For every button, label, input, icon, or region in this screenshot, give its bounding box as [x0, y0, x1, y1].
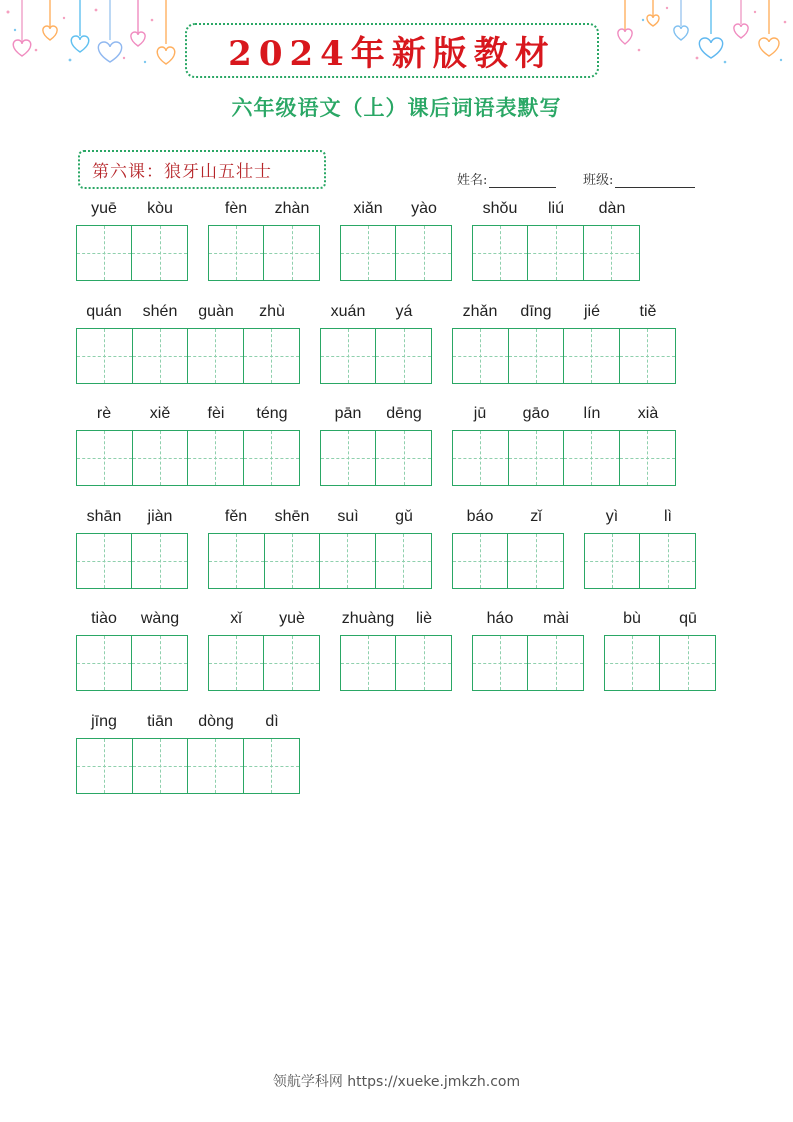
- writing-cell[interactable]: [453, 534, 508, 588]
- pinyin-label: fěn: [224, 507, 248, 525]
- writing-cell[interactable]: [133, 431, 189, 485]
- writing-grid[interactable]: [208, 635, 320, 691]
- writing-cell[interactable]: [264, 636, 319, 690]
- writing-cell[interactable]: [320, 534, 376, 588]
- word-row: [0, 610, 793, 700]
- word-row: [0, 200, 793, 290]
- writing-cell[interactable]: [509, 431, 565, 485]
- writing-cell[interactable]: [376, 431, 431, 485]
- word-row: [0, 405, 793, 495]
- page-subtitle: 六年级语文（上）课后词语表默写: [231, 96, 562, 120]
- pinyin-label: tiān: [147, 712, 173, 730]
- writing-cell[interactable]: [188, 431, 244, 485]
- banner-title: 2024年新版教材: [228, 34, 556, 74]
- pinyin-label: liè: [415, 610, 432, 627]
- pinyin-label: bù: [623, 610, 641, 627]
- writing-cell[interactable]: [620, 329, 676, 383]
- writing-cell[interactable]: [341, 636, 396, 690]
- pinyin-label: xiǎn: [353, 200, 383, 217]
- writing-cell[interactable]: [321, 431, 376, 485]
- pinyin-label: yá: [395, 302, 413, 320]
- writing-cell[interactable]: [77, 329, 133, 383]
- writing-cell[interactable]: [453, 329, 509, 383]
- writing-cell[interactable]: [620, 431, 676, 485]
- word-row: [0, 508, 793, 598]
- pinyin-label: shēn: [274, 507, 310, 525]
- writing-cell[interactable]: [188, 329, 244, 383]
- writing-cell[interactable]: [264, 226, 319, 280]
- pinyin-label: wàng: [140, 610, 180, 627]
- hanging-hearts-decoration-left: [0, 0, 180, 70]
- writing-cell[interactable]: [209, 226, 264, 280]
- writing-grid[interactable]: [472, 225, 640, 281]
- writing-grid[interactable]: [76, 328, 300, 384]
- word-row: [0, 713, 793, 803]
- footer-source: 领航学科网 https://xueke.jmkzh.com: [272, 1074, 521, 1090]
- word-row: [0, 303, 793, 393]
- writing-grid[interactable]: [320, 430, 432, 486]
- writing-cell[interactable]: [77, 636, 132, 690]
- writing-cell[interactable]: [473, 226, 528, 280]
- title-banner: [185, 23, 599, 78]
- hanging-hearts-decoration-right: [613, 0, 793, 70]
- pinyin-label: yuē: [91, 200, 117, 217]
- writing-cell[interactable]: [564, 431, 620, 485]
- writing-cell[interactable]: [321, 329, 376, 383]
- writing-cell[interactable]: [132, 226, 187, 280]
- pinyin-label: háo: [486, 610, 514, 627]
- pinyin-label: jū: [473, 405, 487, 422]
- writing-grid[interactable]: [320, 328, 432, 384]
- writing-cell[interactable]: [77, 226, 132, 280]
- writing-cell[interactable]: [265, 534, 321, 588]
- pinyin-label: dì: [265, 712, 279, 730]
- pinyin-label: zhàn: [274, 200, 310, 217]
- pinyin-label: téng: [256, 405, 288, 422]
- pinyin-label: zhuàng: [341, 610, 395, 627]
- writing-grid[interactable]: [208, 225, 320, 281]
- writing-cell[interactable]: [473, 636, 528, 690]
- pinyin-label: jié: [583, 302, 600, 320]
- writing-cell[interactable]: [188, 739, 244, 793]
- lesson-title: 第六课：狼牙山五壮士: [92, 162, 272, 182]
- pinyin-label: xǐ: [230, 610, 242, 627]
- pinyin-label: zhù: [259, 302, 285, 320]
- writing-cell[interactable]: [341, 226, 396, 280]
- pinyin-label: rè: [96, 405, 112, 422]
- writing-cell[interactable]: [660, 636, 715, 690]
- pinyin-label: gāo: [522, 405, 550, 422]
- writing-cell[interactable]: [132, 636, 187, 690]
- pinyin-label: dòng: [198, 712, 234, 730]
- pinyin-label: gǔ: [395, 507, 413, 525]
- pinyin-label: quán: [86, 302, 122, 320]
- class-field[interactable]: [583, 169, 695, 188]
- pinyin-label: xuán: [330, 302, 366, 320]
- name-blank[interactable]: [489, 173, 556, 188]
- writing-grid[interactable]: [604, 635, 716, 691]
- pinyin-label: lì: [664, 507, 672, 525]
- writing-cell[interactable]: [376, 329, 431, 383]
- writing-cell[interactable]: [209, 534, 265, 588]
- writing-cell[interactable]: [133, 329, 189, 383]
- writing-grid[interactable]: [76, 738, 300, 794]
- writing-grid[interactable]: [472, 635, 584, 691]
- pinyin-label: yì: [605, 507, 619, 525]
- pinyin-label: jiàn: [147, 507, 173, 525]
- writing-grid[interactable]: [208, 533, 432, 589]
- pinyin-label: tiào: [91, 610, 117, 627]
- pinyin-label: pān: [334, 405, 362, 422]
- writing-cell[interactable]: [77, 534, 132, 588]
- lesson-title-box: [78, 150, 326, 189]
- pinyin-label: fèi: [207, 405, 225, 422]
- writing-grid[interactable]: [340, 635, 452, 691]
- writing-grid[interactable]: [452, 430, 676, 486]
- name-field[interactable]: [457, 169, 556, 188]
- class-blank[interactable]: [615, 173, 695, 188]
- pinyin-label: fèn: [224, 200, 248, 217]
- writing-cell[interactable]: [376, 534, 432, 588]
- writing-cell[interactable]: [77, 431, 133, 485]
- pinyin-label: shén: [142, 302, 178, 320]
- writing-cell[interactable]: [244, 431, 300, 485]
- pinyin-label: yuè: [279, 610, 305, 627]
- writing-cell[interactable]: [509, 329, 565, 383]
- pinyin-label: liú: [547, 200, 564, 217]
- pinyin-label: báo: [466, 507, 494, 525]
- pinyin-label: shǒu: [482, 200, 518, 217]
- pinyin-label: xià: [637, 405, 659, 422]
- pinyin-label: qū: [679, 610, 697, 627]
- pinyin-label: tiě: [639, 302, 657, 320]
- pinyin-label: zhǎn: [462, 302, 498, 320]
- pinyin-label: zǐ: [530, 507, 542, 525]
- writing-grid[interactable]: [452, 533, 564, 589]
- pinyin-label: xiě: [149, 405, 171, 422]
- pinyin-label: lín: [583, 405, 601, 422]
- writing-cell[interactable]: [396, 226, 451, 280]
- pinyin-label: dīng: [520, 302, 552, 320]
- writing-cell[interactable]: [640, 534, 695, 588]
- writing-cell[interactable]: [133, 739, 189, 793]
- name-label: 姓名:: [457, 173, 488, 188]
- writing-grid[interactable]: [452, 328, 676, 384]
- writing-grid[interactable]: [76, 635, 188, 691]
- writing-grid[interactable]: [76, 430, 300, 486]
- writing-grid[interactable]: [584, 533, 696, 589]
- writing-cell[interactable]: [508, 534, 563, 588]
- writing-cell[interactable]: [77, 739, 133, 793]
- pinyin-label: jīng: [91, 712, 117, 730]
- writing-cell[interactable]: [132, 534, 187, 588]
- writing-cell[interactable]: [453, 431, 509, 485]
- writing-cell[interactable]: [605, 636, 660, 690]
- pinyin-label: dàn: [598, 200, 626, 217]
- pinyin-label: yào: [411, 200, 437, 217]
- writing-cell[interactable]: [244, 329, 300, 383]
- pinyin-label: shān: [86, 507, 122, 525]
- pinyin-label: guàn: [198, 302, 234, 320]
- writing-cell[interactable]: [209, 636, 264, 690]
- pinyin-label: mài: [543, 610, 569, 627]
- writing-grid[interactable]: [340, 225, 452, 281]
- writing-grid[interactable]: [76, 533, 188, 589]
- pinyin-label: suì: [337, 507, 359, 525]
- pinyin-label: dēng: [386, 405, 422, 422]
- pinyin-label: kòu: [147, 200, 173, 217]
- writing-cell[interactable]: [528, 636, 583, 690]
- class-label: 班级:: [583, 173, 614, 188]
- writing-cell[interactable]: [584, 226, 639, 280]
- writing-cell[interactable]: [244, 739, 300, 793]
- writing-cell[interactable]: [564, 329, 620, 383]
- writing-grid[interactable]: [76, 225, 188, 281]
- writing-cell[interactable]: [585, 534, 640, 588]
- writing-cell[interactable]: [396, 636, 451, 690]
- writing-cell[interactable]: [528, 226, 583, 280]
